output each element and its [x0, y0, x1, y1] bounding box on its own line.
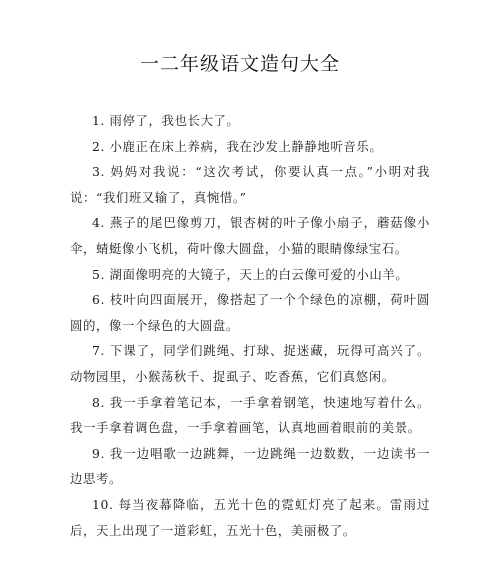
sentence-item-9: 9. 我一边唱歌一边跳舞，一边跳绳一边数数，一边读书一边思考。 — [70, 445, 430, 487]
sentence-item-4: 4. 燕子的尾巴像剪刀，银杏树的叶子像小扇子，蘑菇像小伞，蜻蜓像小飞机，荷叶像大圆盘，小猫的眼睛像绿宝石。 — [70, 215, 430, 256]
sentence-item-5: 5. 湖面像明亮的大镜子，天上的白云像可爱的小山羊。 — [92, 266, 409, 282]
sentence-item-2: 2. 小鹿正在床上养病，我在沙发上静静地听音乐。 — [92, 138, 383, 154]
sentence-item-8: 8. 我一手拿着笔记本，一手拿着钢笔，快速地写着什么。我一手拿着调色盘，一手拿着画笔，认真地画着眼前的美景。 — [70, 394, 430, 436]
sentence-item-3: 3. 妈妈对我说：“这次考试，你要认真一点。”小明对我说：“我们班又输了，真惋惜。” — [70, 164, 430, 205]
sentence-item-10: 10. 每当夜幕降临，五光十色的霓虹灯亮了起来。雷雨过后，天上出现了一道彩虹，五光十色，美丽极了。 — [70, 496, 430, 538]
sentence-list — [70, 108, 430, 543]
sentence-item-1: 1. 雨停了，我也长大了。 — [92, 113, 240, 128]
sentence-item-7: 7. 下课了，同学们跳绳、打球、捉迷藏，玩得可高兴了。动物园里，小猴荡秋千、捉虱子、吃香蕉，它们真悠闲。 — [70, 343, 430, 384]
document-title: 一二年级语文造句大全 — [139, 53, 340, 75]
sentence-item-6: 6. 枝叶向四面展开，像搭起了一个个绿色的凉棚，荷叶圆圆的，像一个绿色的大圆盘。 — [70, 292, 430, 333]
